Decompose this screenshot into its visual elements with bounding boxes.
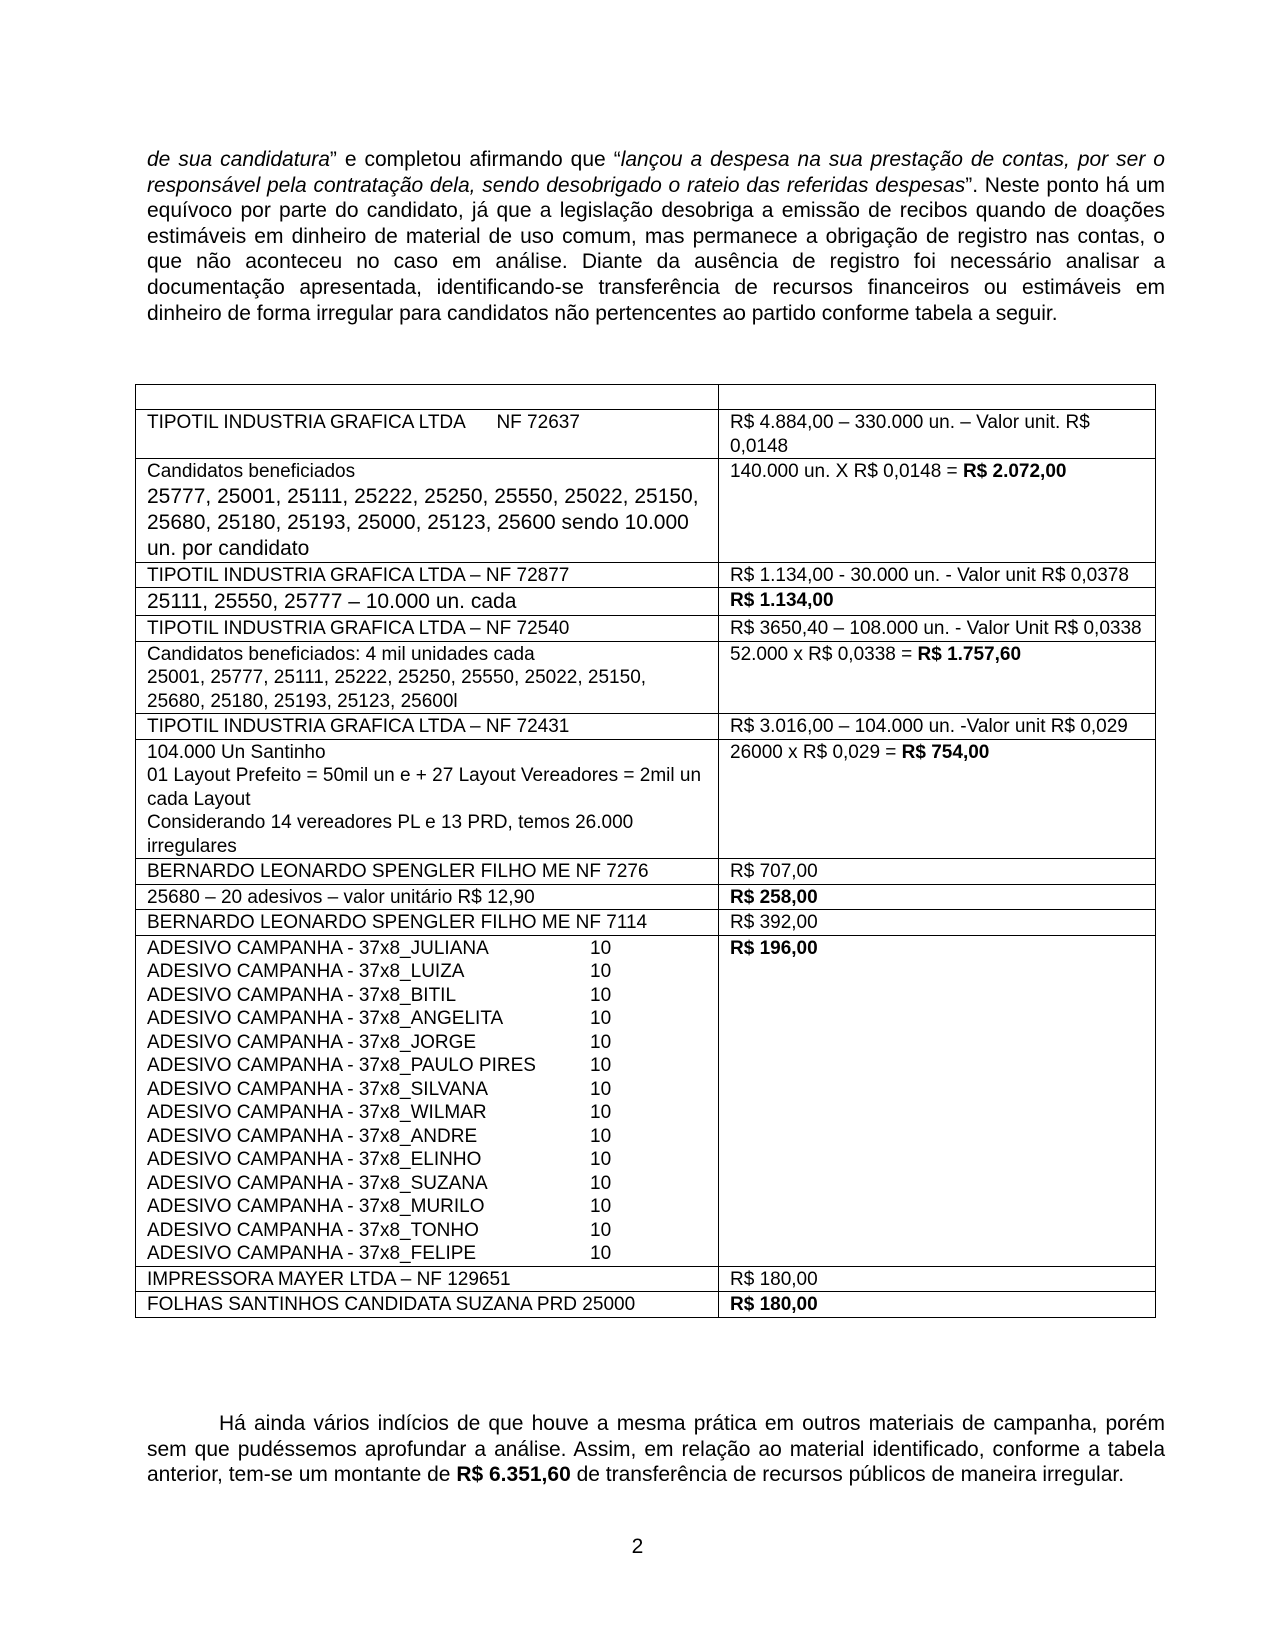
table-cell [719, 410, 1156, 459]
value-text: R$ 3.016,00 – 104.000 un. -Valor unit R$ 0,029 [730, 716, 1128, 737]
table-cell [136, 410, 719, 459]
table-row [136, 884, 1156, 910]
table-row [136, 616, 1156, 642]
item-qty: 10 [590, 1008, 612, 1029]
item-name: ADESIVO CAMPANHA - 37x8_ELINHO [147, 1149, 482, 1170]
table-row [136, 910, 1156, 936]
list-item [147, 1054, 708, 1078]
item-qty: 10 [590, 1219, 612, 1241]
total-value: R$ 2.072,00 [962, 461, 1067, 482]
supplier-text: IMPRESSORA MAYER LTDA – NF 129651 [147, 1268, 511, 1290]
total-value: R$ 754,00 [901, 741, 990, 763]
table-cell [719, 859, 1156, 885]
item-qty: 10 [590, 1149, 612, 1170]
value-text: 52.000 x R$ 0,0338 = [730, 643, 918, 665]
list-item [147, 1219, 708, 1243]
table-row [136, 1292, 1156, 1318]
item-name: ADESIVO CAMPANHA - 37x8_FELIPE [147, 1243, 477, 1264]
item-name: ADESIVO CAMPANHA - 37x8_WILMAR [147, 1102, 487, 1123]
table-cell [136, 935, 719, 1266]
total-amount: R$ 6.351,60 [456, 1463, 571, 1487]
total-value: R$ 1.757,60 [917, 643, 1022, 665]
table-cell [719, 641, 1156, 714]
candidates-list: 25001, 25777, 25111, 25222, 25250, 25550, 25022, 25150, 25680, 25180, 25193, 25123, 25600l [147, 667, 647, 712]
table-row [136, 410, 1156, 459]
supplier-text: TIPOTIL INDUSTRIA GRAFICA LTDA – NF 72431 [147, 716, 570, 737]
total-value: R$ 258,00 [730, 886, 818, 908]
list-item [147, 1031, 708, 1055]
table-cell [136, 1266, 719, 1292]
table-cell [136, 459, 719, 563]
supplier-text: BERNARDO LEONARDO SPENGLER FILHO ME NF 7276 [147, 861, 649, 882]
list-item [147, 960, 708, 984]
table-cell [136, 714, 719, 740]
item-name: ADESIVO CAMPANHA - 37x8_JORGE [147, 1031, 477, 1053]
text-span: de transferência de recursos públicos de maneira irregular. [570, 1463, 1125, 1487]
list-item [147, 1007, 708, 1031]
value-text: 140.000 un. X R$ 0,0148 = [730, 461, 963, 482]
table-header-row [136, 385, 1156, 410]
list-item [147, 1125, 708, 1149]
supplier-text: TIPOTIL INDUSTRIA GRAFICA LTDA – NF 72540 [147, 618, 570, 639]
value-text: R$ 707,00 [730, 861, 818, 882]
layout-text: Considerando 14 vereadores PL e 13 PRD, temos 26.000 irregulares [147, 812, 634, 857]
table-row [136, 739, 1156, 859]
conclusion-paragraph [147, 1411, 1165, 1488]
item-name: ADESIVO CAMPANHA - 37x8_TONHO [147, 1219, 479, 1241]
quote-candidatura: de sua candidatura [147, 148, 330, 171]
value-text: R$ 4.884,00 – 330.000 un. – Valor unit. R$ 0,0148 [730, 412, 1090, 457]
table-cell [719, 1292, 1156, 1318]
value-text: R$ 392,00 [730, 912, 818, 933]
table-row [136, 1266, 1156, 1292]
value-text: R$ 1.134,00 - 30.000 un. - Valor unit R$ 0,0378 [730, 564, 1129, 586]
item-qty: 10 [590, 1078, 612, 1100]
supplier-text: TIPOTIL INDUSTRIA GRAFICA LTDA – NF 72877 [147, 564, 570, 586]
table-row [136, 588, 1156, 616]
total-value: R$ 196,00 [730, 937, 818, 959]
item-name: ADESIVO CAMPANHA - 37x8_SUZANA [147, 1172, 488, 1194]
table-cell [136, 910, 719, 936]
table-cell [719, 1266, 1156, 1292]
label-text: Candidatos beneficiados: 4 mil unidades cada [147, 643, 535, 665]
table-cell [136, 588, 719, 616]
table-row [136, 935, 1156, 1266]
item-qty: 10 [590, 1172, 612, 1194]
table-cell [136, 385, 719, 410]
total-value: R$ 180,00 [730, 1294, 818, 1315]
table-cell [719, 459, 1156, 563]
table-row [136, 562, 1156, 588]
page-number: 2 [631, 1535, 644, 1558]
item-name: ADESIVO CAMPANHA - 37x8_MURILO [147, 1196, 485, 1217]
value-text: R$ 3650,40 – 108.000 un. - Valor Unit R$ 0,0338 [730, 618, 1142, 639]
label-text: 25680 – 20 adesivos – valor unitário R$ 12,90 [147, 886, 535, 908]
value-text: R$ 180,00 [730, 1268, 818, 1290]
table-row [136, 641, 1156, 714]
table-cell [136, 616, 719, 642]
expenses-table [135, 384, 1156, 1318]
item-qty: 10 [590, 961, 612, 982]
list-item [147, 984, 708, 1008]
layout-text: 01 Layout Prefeito = 50mil un e + 27 Layout Vereadores = 2mil un cada Layout [147, 765, 702, 810]
text-span: ”. Neste ponto há um equívoco por parte do candidato, já que a legislação desobriga a emissão de recibos quando de doações estimáveis em dinheiro de material de uso comum, mas permanece a obrigação de registro nas contas, o que não aconteceu no caso em análise. Diante da ausência de registro foi necessário analisar a documentação apresentada, identificando-se transferência de recursos financeiros ou estimáveis em dinheiro de forma irregular para candidatos não pertencentes ao partido conforme tabela a seguir. [147, 173, 1165, 325]
item-qty: 10 [590, 984, 612, 1006]
candidates-list: 25111, 25550, 25777 – 10.000 un. cada [147, 590, 517, 613]
intro-paragraph [147, 147, 1165, 326]
item-qty: 10 [590, 1102, 612, 1123]
list-item [147, 1101, 708, 1125]
table-cell [719, 739, 1156, 859]
item-qty: 10 [590, 1243, 612, 1264]
label-text: FOLHAS SANTINHOS CANDIDATA SUZANA PRD 25000 [147, 1294, 636, 1315]
item-name: ADESIVO CAMPANHA - 37x8_ANGELITA [147, 1008, 504, 1029]
table-row [136, 859, 1156, 885]
list-item [147, 1242, 708, 1266]
item-name: ADESIVO CAMPANHA - 37x8_BITIL [147, 984, 457, 1006]
total-value: R$ 1.134,00 [730, 590, 834, 611]
table-cell [136, 562, 719, 588]
item-name: ADESIVO CAMPANHA - 37x8_LUIZA [147, 961, 465, 982]
item-qty: 10 [590, 1196, 612, 1217]
item-name: ADESIVO CAMPANHA - 37x8_JULIANA [147, 937, 489, 959]
table-cell [136, 641, 719, 714]
table-cell [719, 562, 1156, 588]
candidates-list: 25777, 25001, 25111, 25222, 25250, 25550, 25022, 25150, 25680, 25180, 25193, 25000, 25123, 25600 sendo 10.000 un. por candidato [147, 484, 699, 560]
item-name: ADESIVO CAMPANHA - 37x8_SILVANA [147, 1078, 489, 1100]
item-name: ADESIVO CAMPANHA - 37x8_ANDRE [147, 1125, 478, 1147]
quote-despesa: lançou a despesa na sua prestação de contas, por ser o responsável pela contratação dela, sendo desobrigado o rateio das referidas despesas [147, 148, 1165, 197]
list-item [147, 1078, 708, 1102]
list-item [147, 1195, 708, 1219]
text-span: Há ainda vários indícios de que houve a mesma prática em outros materiais de campanha, porém sem que pudéssemos aprofundar a análise. Assim, em relação ao material identificado, conforme a tabela anterior, tem-se um montante de [147, 1412, 1165, 1487]
item-qty: 10 [590, 1125, 612, 1147]
item-qty: 10 [590, 1031, 612, 1053]
supplier-text: TIPOTIL INDUSTRIA GRAFICA LTDA NF 72637 [147, 412, 580, 433]
table-cell [136, 739, 719, 859]
item-name: ADESIVO CAMPANHA - 37x8_PAULO PIRES [147, 1055, 536, 1076]
supplier-text: BERNARDO LEONARDO SPENGLER FILHO ME NF 7114 [147, 912, 648, 933]
item-qty: 10 [590, 937, 612, 959]
table-row [136, 714, 1156, 740]
list-item [147, 1148, 708, 1172]
table-cell [719, 616, 1156, 642]
list-item [147, 937, 708, 961]
value-text: 26000 x R$ 0,029 = [730, 741, 902, 763]
table-cell [719, 884, 1156, 910]
label-text: 104.000 Un Santinho [147, 741, 326, 763]
item-qty: 10 [590, 1055, 612, 1076]
table-cell [719, 385, 1156, 410]
table-cell [136, 859, 719, 885]
table-row [136, 459, 1156, 563]
table-cell [719, 935, 1156, 1266]
list-item [147, 1172, 708, 1196]
table-cell [719, 588, 1156, 616]
table-cell [136, 1292, 719, 1318]
table-cell [719, 714, 1156, 740]
label-text: Candidatos beneficiados [147, 461, 356, 482]
table-cell [719, 910, 1156, 936]
table-cell [136, 884, 719, 910]
text-span: ” e completou afirmando que “ [329, 148, 621, 171]
